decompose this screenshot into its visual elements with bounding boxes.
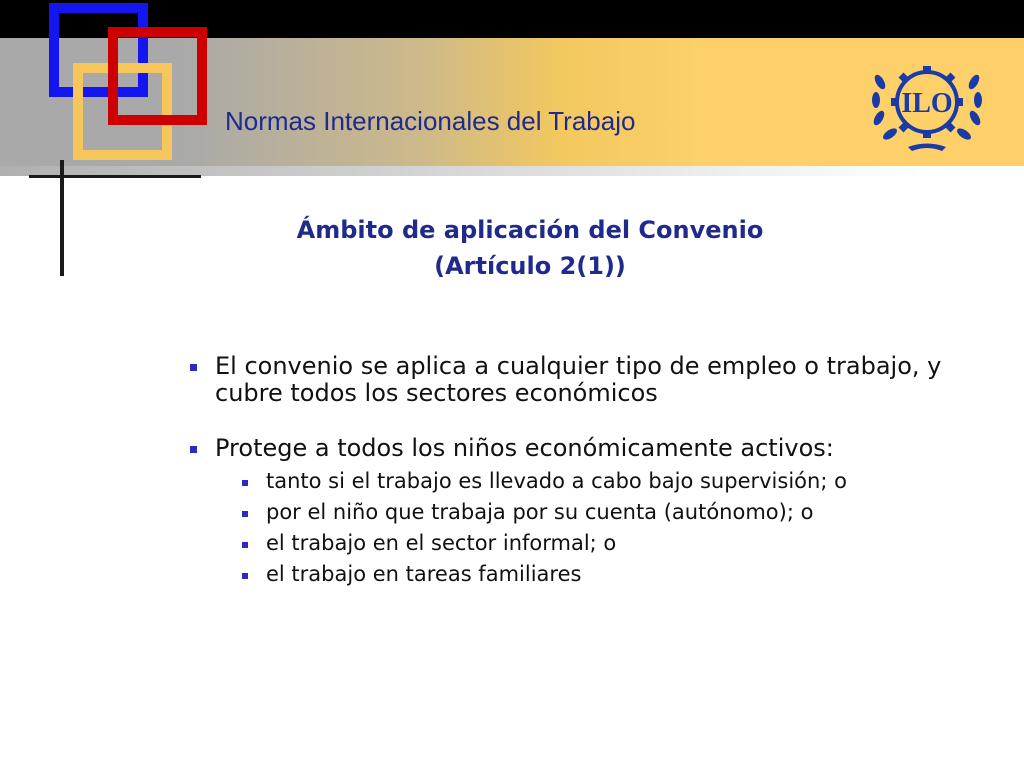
sub-bullet-square-icon [242, 573, 248, 579]
slide-title-line2: (Artículo 2(1)) [434, 252, 626, 280]
slide-title-line1: Ámbito de aplicación del Convenio [296, 216, 764, 244]
slide-title [180, 212, 880, 284]
sub-bullet-square-icon [242, 511, 248, 517]
sub-bullet-item [188, 466, 988, 497]
red-square-decoration [108, 27, 207, 125]
sub-bullet-square-icon [242, 480, 248, 486]
sub-bullet-text: el trabajo en tareas familiares [266, 562, 582, 586]
bullet-item [188, 353, 988, 407]
bullet-list [188, 353, 988, 590]
bullet-text: Protege a todos los niños económicamente activos: [215, 434, 834, 462]
bullet-item [188, 435, 988, 462]
horizontal-line-decoration [29, 175, 201, 178]
sub-bullet-square-icon [242, 542, 248, 548]
ilo-logo [868, 52, 986, 152]
logo-text: ILO [901, 88, 953, 119]
sub-bullet-item [188, 528, 988, 559]
sub-bullet-item [188, 559, 988, 590]
sub-bullet-text: el trabajo en el sector informal; o [266, 531, 617, 555]
org-title: Normas Internacionales del Trabajo [225, 106, 636, 136]
bullet-square-icon [190, 446, 197, 453]
vertical-line-decoration [60, 160, 64, 276]
sub-bullet-text: por el niño que trabaja por su cuenta (autónomo); o [266, 500, 814, 524]
bullet-text: El convenio se aplica a cualquier tipo de empleo o trabajo, y cubre todos los sectores económicos [215, 352, 942, 407]
sub-bullet-text: tanto si el trabajo es llevado a cabo bajo supervisión; o [266, 469, 847, 493]
sub-bullet-item [188, 497, 988, 528]
bullet-square-icon [190, 364, 197, 371]
